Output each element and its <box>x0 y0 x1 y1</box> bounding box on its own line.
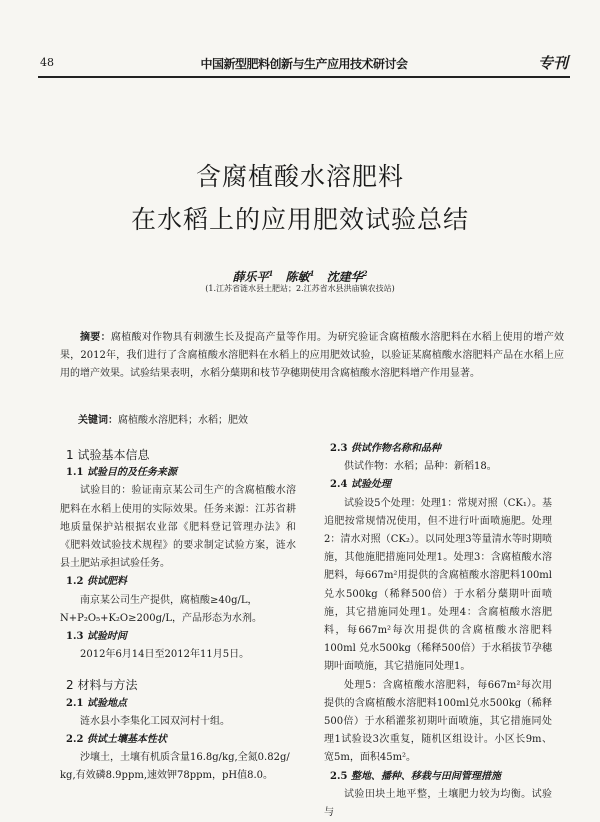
abstract-text: 腐植酸对作物具有刺激生长及提高产量等作用。为研究验证含腐植酸水溶肥料在水稻上使用的增产效果，2012年，我们进行了含腐植酸水溶肥料在水稻上的应用肥效试验，以验证某腐植酸水溶肥料产品在水稻上应用的增产效果。试验结果表明，水稻分蘖期和枝节孕穗期使用含腐植酸水溶肥料增产作用显著。 <box>60 332 565 379</box>
author-affil-mark: 1 <box>268 269 274 278</box>
subsection-heading: 2.4 试验处理 <box>330 479 391 491</box>
section-heading: 2 材料与方法 <box>66 678 138 693</box>
paragraph: 2012年6月14日至2012年11月5日。 <box>80 649 250 661</box>
subsection-heading: 2.3 供试作物名称和品种 <box>330 443 441 454</box>
paragraph: 供试作物：水稻；品种：新稻18。 <box>344 461 497 473</box>
abstract-label: 摘要： <box>80 332 111 343</box>
paragraph: 处理5：含腐植酸水溶肥料，每667m²每次用提供的含腐植酸水溶肥料100ml兑水500kg（稀释500倍）于水稻灌浆初期叶面喷施，其它措施同处理1试验设3次重复，随机区组设计。小区长9m、宽5m，面积45m²。 <box>324 679 552 764</box>
article-title-line-2: 在水稻上的应用肥效试验总结 <box>130 205 469 234</box>
author-affiliation: (1.江苏省涟水县土肥站；2.江苏省水县洪庙镇农技站) <box>205 284 395 293</box>
author-affil-mark: 2 <box>362 269 368 278</box>
keywords-text: 腐植酸水溶肥料；水稻；肥效 <box>118 415 248 426</box>
left-column <box>60 440 296 786</box>
subsection-heading: 1.2 供试肥料 <box>66 576 127 588</box>
page-number: 48 <box>40 56 54 69</box>
journal-name: 中国新型肥料创新与生产应用技术研讨会 <box>200 57 408 71</box>
keywords-label: 关键词： <box>78 415 118 426</box>
keywords <box>78 411 248 426</box>
author-name: 沈建华 <box>326 270 363 284</box>
paragraph: 试验目的：验证南京某公司生产的含腐植酸水溶肥料在水稻上使用的实际效果。任务来源：江苏省耕地质量保护站根据农业部《肥料登记管理办法》和《肥料效试验技术规程》的要求制定试验方案，涟水县土肥站承担试验任务。 <box>60 485 296 570</box>
section-heading: 1 试验基本信息 <box>66 448 150 462</box>
author-name: 薛乐平 <box>232 270 269 284</box>
abstract <box>60 329 564 383</box>
paragraph: 南京某公司生产提供，腐植酸≥40g/L， <box>80 594 258 606</box>
subsection-heading: 2.2 供试土壤基本性状 <box>66 734 167 746</box>
subsection-heading: 1.1 试验目的及任务来源 <box>66 467 177 479</box>
author-name: 陈敏 <box>285 270 310 284</box>
paragraph: 试验设5个处理：处理1：常规对照（CK₁）。基追肥按常规情况使用，但不进行叶面喷施肥。处理2：清水对照（CK₂）。以同处理3等量清水等时期喷施，其他施肥措施同处理1。处理3：含腐植酸水溶肥料，每667m²用提供的含腐植酸水溶肥料100ml兑水500kg（稀释500倍）于水稻分蘖期叶面喷施，其它措施同处理1。处理4：含腐植酸水溶肥料，每667m²每次用提供的含腐植酸水溶肥料100ml 兑水500kg（稀释500倍）于水稻拔节孕穗期叶面喷施，其它措施同处理1。 <box>324 497 552 673</box>
author-affil-mark: 1 <box>309 269 315 278</box>
paragraph: 沙壤土，土壤有机质含量16.8g/kg,全氮0.82g/ <box>80 752 290 764</box>
paragraph: 涟水县小李集化工园双河村十组。 <box>80 715 230 727</box>
right-column <box>324 440 552 822</box>
subsection-heading: 2.1 试验地点 <box>66 697 127 709</box>
subsection-heading: 1.3 试验时间 <box>66 631 127 643</box>
paragraph: 试验田块土地平整，土壤肥力较为均衡。试验与 <box>324 788 552 819</box>
subsection-heading: 2.5 整地、播种、移栽与田间管理措施 <box>330 770 501 782</box>
paragraph: N+P₂O₅+K₂O≥200g/L，产品形态为水剂。 <box>60 612 263 624</box>
article-title-line-1: 含腐植酸水溶肥料 <box>195 162 404 191</box>
paragraph: kg,有效磷8.9ppm,速效钾78ppm，pH值8.0。 <box>60 770 274 782</box>
column-label: 专刊 <box>537 54 568 72</box>
running-header <box>38 52 570 78</box>
